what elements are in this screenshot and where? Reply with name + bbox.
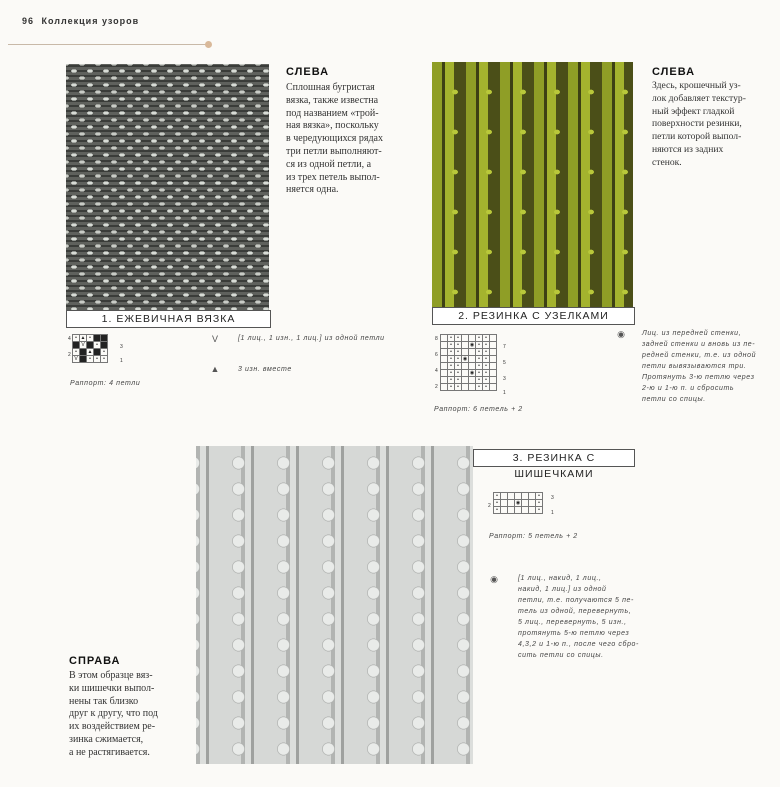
- page-number: 96: [22, 16, 35, 26]
- text-line: тель из одной, перевернуть,: [518, 608, 632, 615]
- text-line: петли вывязываются три.: [642, 363, 747, 370]
- pattern3-description: [69, 670, 194, 760]
- row-number: 3: [120, 344, 123, 350]
- text-line: няются из задних: [652, 143, 724, 155]
- pattern2-description: [652, 80, 772, 170]
- text-line: петли которой выпол-: [652, 131, 742, 143]
- knotted-rib-photo: [432, 62, 633, 311]
- pattern1-repeat: Раппорт: 4 петли: [70, 380, 141, 387]
- bobble-symbol-icon: ◉: [617, 329, 625, 339]
- pattern2-legend: [642, 328, 774, 405]
- legend2-text: 3 изн. вместе: [238, 366, 292, 373]
- pattern3-caption: 3. РЕЗИНКА С ШИШЕЧКАМИ: [473, 449, 635, 467]
- text-line: петли, т.е. получаются 5 пе-: [518, 597, 634, 604]
- text-line: лок добавляет текстур-: [652, 92, 746, 104]
- text-line: вязка, также известна: [286, 94, 379, 106]
- text-line: нены так близко: [69, 695, 139, 707]
- text-line: накид, 1 лиц.] из одной: [518, 586, 607, 593]
- pattern1-side-title: СЛЕВА: [286, 66, 330, 78]
- text-line: 5 лиц., перевернуть, 5 изн.,: [518, 619, 627, 626]
- text-line: зинка сжимается,: [69, 733, 144, 745]
- text-line: в чередующихся рядах: [286, 133, 383, 145]
- bobble-rib-photo: [196, 446, 473, 764]
- row-number: 1: [503, 390, 506, 396]
- row-number: 2: [435, 384, 438, 390]
- row-number: 8: [435, 336, 438, 342]
- blackberry-stitch-photo: [66, 64, 269, 312]
- text-line: три петли выполняют-: [286, 145, 382, 157]
- text-line: друг к другу, что под: [69, 708, 158, 720]
- pattern1-chart: • ▲ • V • • ▲ • V • • •: [72, 334, 108, 363]
- row-number: 3: [503, 376, 506, 382]
- text-line: 2-ю и 1-ю п. и сбросить: [642, 385, 735, 392]
- header-rule: [8, 44, 208, 45]
- text-line: редней стенки, т.е. из одной: [642, 352, 757, 359]
- pattern3-repeat: Раппорт: 5 петель + 2: [489, 533, 578, 540]
- row-number: 4: [68, 336, 71, 342]
- bobble-symbol-icon: ◉: [490, 574, 498, 584]
- text-line: петли со спицы.: [642, 396, 706, 403]
- decrease-symbol-icon: ▲: [210, 364, 220, 374]
- row-number: 2: [68, 352, 71, 358]
- text-line: Здесь, крошечный уз-: [652, 80, 741, 91]
- row-number: 1: [120, 358, 123, 364]
- row-number: 5: [503, 360, 506, 366]
- text-line: В этом образце вяз-: [69, 670, 153, 681]
- pattern2-chart: • • • • • • ◉ • • • • • • • • ◉ • • • • • • • • ◉ • • • • • • • • • •: [440, 334, 497, 391]
- row-number: 2: [488, 503, 491, 509]
- row-number: 7: [503, 344, 506, 350]
- text-line: няется одна.: [286, 184, 339, 196]
- text-line: [1 лиц., накид, 1 лиц.,: [518, 575, 602, 582]
- pattern3-legend: [518, 573, 658, 661]
- text-line: под названием «трой-: [286, 107, 379, 119]
- text-line: ся из одной петли, а: [286, 158, 372, 170]
- text-line: поверхности резинки,: [652, 118, 742, 130]
- text-line: а не растягивается.: [69, 746, 150, 758]
- header-dot: [205, 41, 212, 48]
- pattern3-chart: • • • ◉ • • •: [493, 492, 543, 514]
- row-number: 3: [551, 495, 554, 501]
- text-line: сить петли со спицы.: [518, 652, 604, 659]
- increase-symbol-icon: V: [211, 334, 218, 344]
- pattern2-repeat: Раппорт: 6 петель + 2: [434, 406, 523, 413]
- text-line: 4,3,2 и 1-ю п., после чего сбро-: [518, 641, 639, 648]
- legend1-text: [1 лиц., 1 изн., 1 лиц.] из одной петли: [238, 335, 385, 342]
- text-line: ная вязка», поскольку: [286, 120, 379, 132]
- pattern2-caption: 2. РЕЗИНКА С УЗЕЛКАМИ: [432, 307, 635, 325]
- pattern1-caption: 1. ЕЖЕВИЧНАЯ ВЯЗКА: [66, 310, 271, 328]
- text-line: Протянуть 3-ю петлю через: [642, 374, 755, 381]
- text-line: их воздействием ре-: [69, 721, 156, 733]
- text-line: ки шишечки выпол-: [69, 682, 155, 694]
- text-line: Сплошная бугристая: [286, 82, 375, 93]
- row-number: 6: [435, 352, 438, 358]
- text-line: ный эффект гладкой: [652, 105, 735, 117]
- text-line: стенок.: [652, 156, 682, 168]
- pattern2-side-title: СЛЕВА: [652, 66, 696, 78]
- book-title: Коллекция узоров: [41, 16, 140, 26]
- text-line: из трех петель выпол-: [286, 171, 380, 183]
- text-line: протянуть 5-ю петлю через: [518, 630, 630, 637]
- row-number: 1: [551, 510, 554, 516]
- pattern3-side-title: СПРАВА: [69, 655, 121, 667]
- row-number: 4: [435, 368, 438, 374]
- running-header: [22, 16, 139, 26]
- text-line: задней стенки и вновь из пе-: [642, 341, 756, 348]
- pattern1-description: [286, 82, 406, 197]
- text-line: Лиц. из передней стенки,: [642, 330, 742, 337]
